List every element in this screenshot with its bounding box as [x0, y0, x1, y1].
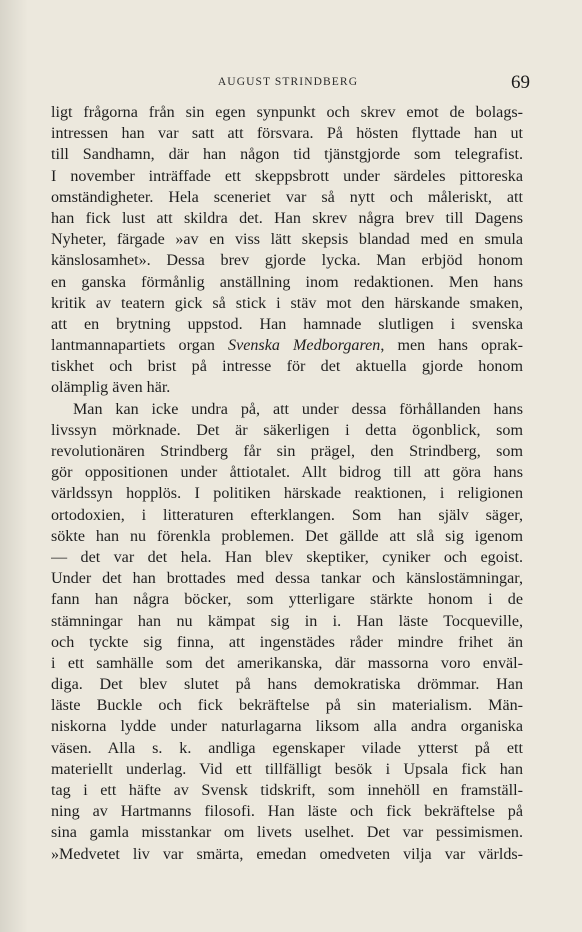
text-line: världssyn hopplös. I politiken härskade reaktionen, i religionen	[51, 485, 523, 503]
text-line: livssyn mörknade. Det är säkerligen i detta ögonblick, som	[51, 421, 523, 439]
text-line: intressen han var satt att försvara. På hösten flyttade han ut	[51, 125, 523, 143]
text-line-with-italic	[51, 335, 523, 356]
text-line: gör oppositionen under åttiotalet. Allt bidrog till att göra hans	[51, 464, 523, 482]
text-line: — det var det hela. Han blev skeptiker, cyniker och egoist.	[51, 548, 523, 566]
text-line: och tyckte sig finna, att ingenstädes råder mindre frihet än	[51, 633, 523, 651]
text-line: stämningar han nu kämpat sig in i. Han läste Tocqueville,	[51, 612, 523, 630]
text-line: känslosamhet». Dessa brev gjorde lycka. Man erbjöd honom	[51, 252, 523, 270]
body-text	[51, 102, 523, 865]
text-line: olämplig även här.	[51, 379, 171, 397]
paragraph-start-line: Man kan icke undra på, att under dessa förhållanden hans	[73, 400, 523, 418]
italic-title: Svenska Medborgaren	[228, 337, 381, 355]
page-gutter-shadow	[0, 0, 28, 932]
text-line: materiellt underlag. Vid ett tillfälligt besök i Upsala fick han	[51, 760, 523, 778]
text-line: revolutionären Strindberg får sin prägel, den Strindberg, som	[51, 443, 523, 460]
text-run: lantmannapartiets organ	[51, 337, 229, 355]
text-line: tiskhet och brist på intresse för det aktuella gjorde honom	[51, 358, 523, 376]
text-line: han fick lust att skildra det. Han skrev några brev till Dagens	[51, 209, 523, 227]
text-line: »Medvetet liv var smärta, emedan omedveten vilja var världs-	[51, 845, 523, 863]
running-title: AUGUST STRINDBERG	[217, 76, 359, 88]
text-run: , men hans oprak-	[380, 337, 523, 355]
text-line: till Sandhamn, där han någon tid tjänstgjorde som telegrafist.	[51, 146, 523, 164]
text-line: kritik av teatern gick så stick i stäv mot den härskande smaken,	[51, 294, 523, 312]
text-line: sina gamla misstankar om livets uselhet. Det var pessimismen.	[51, 824, 523, 842]
text-line: tag i ett häfte av Svensk tidskrift, som innehöll en framställ-	[51, 782, 523, 799]
text-line: ning av Hartmanns filosofi. Han läste och fick bekräftelse på	[51, 803, 523, 821]
text-line: omständigheter. Hela sceneriet var så nytt och måleriskt, att	[51, 188, 523, 206]
text-line: väsen. Alla s. k. andliga egenskaper vilade ytterst på ett	[51, 739, 523, 757]
text-line: ligt frågorna från sin egen synpunkt och skrev emot de bolags-	[51, 104, 523, 121]
text-line: i ett samhälle som det amerikanska, där massorna voro enväl-	[51, 654, 523, 672]
text-line: Nyheter, färgade »av en viss lätt skepsis blandad med en smula	[51, 231, 523, 249]
text-line: fann han några böcker, som ytterligare stärkte honom i de	[51, 591, 523, 609]
text-line: att en brytning uppstod. Han hamnade slutligen i svenska	[51, 315, 523, 333]
text-line: ortodoxien, i litteraturen efterklangen. Som han själv säger,	[51, 506, 523, 524]
page-header	[52, 72, 530, 96]
text-line: en ganska förmånlig anställning inom redaktionen. Men hans	[51, 273, 523, 291]
text-line: diga. Det blev slutet på hans demokratiska drömmar. Han	[51, 676, 523, 694]
text-line: niskorna lydde under naturlagarna liksom alla andra organiska	[51, 718, 523, 736]
text-line: sökte han nu förenkla problemen. Det gällde att slå sig igenom	[51, 527, 523, 545]
page-number: 69	[511, 72, 530, 93]
text-line: Under det han brottades med dessa tankar och känslostämningar,	[51, 570, 523, 588]
text-line: I november inträffade ett skeppsbrott under särdeles pittoreska	[51, 167, 523, 185]
text-line: läste Buckle och fick bekräftelse på sin materialism. Män-	[51, 697, 523, 715]
